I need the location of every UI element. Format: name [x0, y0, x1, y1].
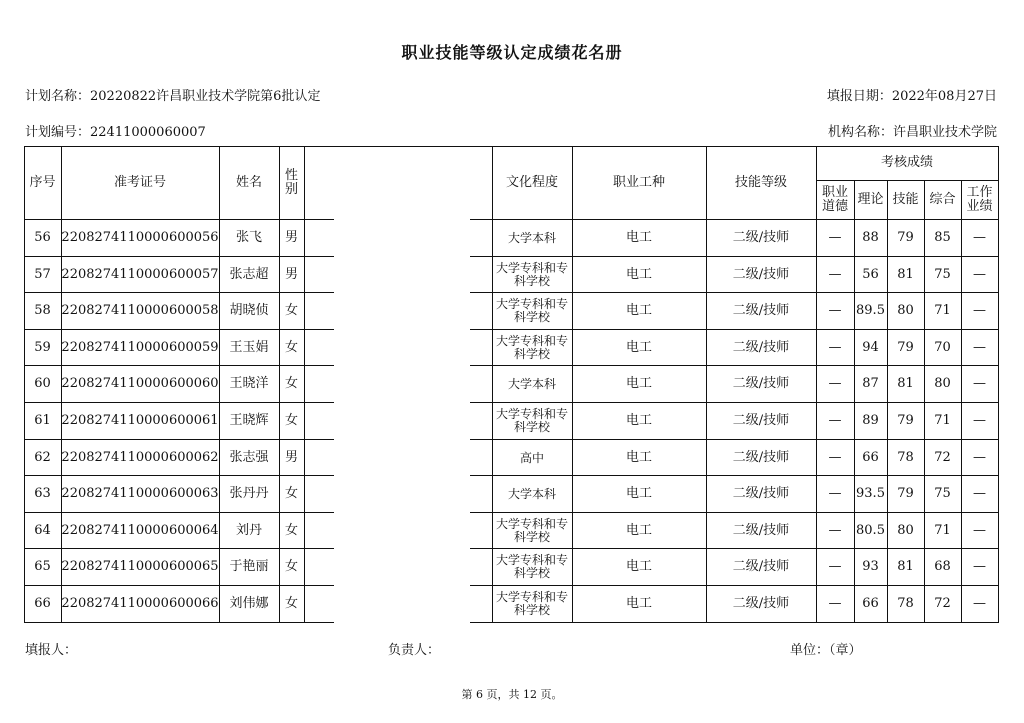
- row-work: —: [973, 376, 986, 391]
- row-skill: 78: [897, 596, 914, 611]
- header-total: 综合: [929, 191, 956, 207]
- row-total: 72: [934, 450, 951, 465]
- row-skill: 80: [897, 303, 914, 318]
- row-total: 75: [934, 486, 951, 501]
- row-work: —: [973, 230, 986, 245]
- responsible-label: 负责人：: [388, 643, 441, 658]
- row-skill: 79: [897, 230, 914, 245]
- row-education: 大学专科和专科学校: [496, 517, 569, 544]
- row-exam-no: 2208274110000600066: [61, 596, 219, 611]
- row-education: 大学专科和专科学校: [496, 261, 569, 288]
- header-scores: 考核成绩: [880, 155, 933, 170]
- row-ethics: —: [828, 450, 842, 465]
- row-total: 85: [934, 230, 951, 245]
- row-ethics: —: [828, 303, 842, 318]
- row-theory: 89: [862, 413, 879, 428]
- row-level: 二级/技师: [732, 413, 790, 428]
- header-gender: 性别: [284, 167, 298, 197]
- row-work: —: [973, 450, 986, 465]
- header-ethics: 职业道德: [821, 184, 848, 214]
- row-name: 王晓洋: [229, 376, 269, 391]
- row-education: 大学专科和专科学校: [496, 334, 569, 361]
- row-gender: 女: [284, 523, 298, 538]
- row-exam-no: 2208274110000600065: [61, 559, 219, 574]
- row-skill: 80: [897, 523, 914, 538]
- header-work: 工作业绩: [966, 184, 993, 214]
- header-seq: 序号: [29, 174, 56, 190]
- row-level: 二级/技师: [732, 267, 790, 282]
- row-work: —: [973, 267, 986, 282]
- row-job: 电工: [625, 559, 652, 574]
- row-level: 二级/技师: [732, 230, 790, 245]
- header-job: 职业工种: [612, 174, 665, 190]
- row-skill: 81: [897, 376, 914, 391]
- row-theory: 93: [862, 559, 879, 574]
- row-skill: 79: [897, 486, 914, 501]
- row-total: 72: [934, 596, 951, 611]
- row-education: 大学本科: [507, 486, 556, 501]
- row-skill: 81: [897, 267, 914, 282]
- row-ethics: —: [828, 596, 842, 611]
- row-level: 二级/技师: [732, 559, 790, 574]
- row-job: 电工: [625, 486, 652, 501]
- row-education: 大学本科: [507, 230, 556, 245]
- row-skill: 81: [897, 559, 914, 574]
- row-ethics: —: [828, 267, 842, 282]
- row-gender: 男: [284, 230, 298, 245]
- row-gender: 女: [284, 486, 298, 501]
- row-ethics: —: [828, 340, 842, 355]
- row-total: 68: [934, 559, 951, 574]
- row-education: 大学专科和专科学校: [496, 297, 569, 324]
- row-level: 二级/技师: [732, 376, 790, 391]
- row-level: 二级/技师: [732, 596, 790, 611]
- row-gender: 男: [284, 267, 298, 282]
- row-work: —: [973, 486, 986, 501]
- row-ethics: —: [828, 376, 842, 391]
- unit-seal-label: 单位：（章）: [790, 643, 862, 658]
- row-level: 二级/技师: [732, 340, 790, 355]
- row-name: 王玉娟: [229, 340, 269, 355]
- row-theory: 94: [862, 340, 879, 355]
- row-exam-no: 2208274110000600063: [61, 486, 219, 501]
- row-job: 电工: [625, 596, 652, 611]
- page-title: 职业技能等级认定成绩花名册: [401, 43, 623, 62]
- row-name: 张飞: [235, 230, 262, 245]
- row-job: 电工: [625, 523, 652, 538]
- row-work: —: [973, 596, 986, 611]
- row-theory: 89.5: [856, 303, 885, 318]
- row-exam-no: 2208274110000600056: [61, 230, 219, 245]
- row-job: 电工: [625, 450, 652, 465]
- row-seq: 59: [34, 340, 51, 355]
- table-rule: [24, 622, 334, 623]
- row-name: 刘伟娜: [229, 596, 269, 611]
- row-exam-no: 2208274110000600062: [61, 450, 219, 465]
- row-gender: 女: [284, 376, 298, 391]
- row-level: 二级/技师: [732, 486, 790, 501]
- row-total: 75: [934, 267, 951, 282]
- row-total: 71: [934, 523, 951, 538]
- row-theory: 56: [862, 267, 879, 282]
- row-job: 电工: [625, 340, 652, 355]
- row-total: 71: [934, 303, 951, 318]
- row-ethics: —: [828, 486, 842, 501]
- row-education: 大学专科和专科学校: [496, 553, 569, 580]
- row-name: 张志超: [229, 267, 269, 282]
- row-total: 70: [934, 340, 951, 355]
- row-seq: 60: [34, 376, 51, 391]
- filler-label: 填报人：: [25, 643, 78, 658]
- row-work: —: [973, 340, 986, 355]
- row-skill: 79: [897, 413, 914, 428]
- row-theory: 66: [862, 450, 879, 465]
- row-ethics: —: [828, 559, 842, 574]
- page-info: 第 6 页，共 12 页。: [461, 688, 563, 701]
- row-total: 80: [934, 376, 951, 391]
- row-total: 71: [934, 413, 951, 428]
- row-theory: 93.5: [856, 486, 885, 501]
- row-job: 电工: [625, 230, 652, 245]
- plan-name: 计划名称：20220822许昌职业技术学院第6批认定: [25, 89, 321, 104]
- header-name: 姓名: [235, 174, 262, 190]
- row-gender: 女: [284, 559, 298, 574]
- row-gender: 女: [284, 303, 298, 318]
- row-level: 二级/技师: [732, 523, 790, 538]
- table-rule: [998, 146, 999, 623]
- row-exam-no: 2208274110000600058: [61, 303, 219, 318]
- row-seq: 66: [34, 596, 51, 611]
- row-exam-no: 2208274110000600059: [61, 340, 219, 355]
- row-gender: 男: [284, 450, 298, 465]
- row-education: 大学专科和专科学校: [496, 407, 569, 434]
- row-job: 电工: [625, 413, 652, 428]
- organization-name: 机构名称：许昌职业技术学院: [827, 125, 997, 140]
- row-name: 刘丹: [235, 523, 262, 538]
- row-theory: 87: [862, 376, 879, 391]
- row-name: 张志强: [229, 450, 269, 465]
- header-level: 技能等级: [734, 174, 787, 190]
- row-name: 于艳丽: [229, 559, 269, 574]
- row-exam-no: 2208274110000600057: [61, 267, 219, 282]
- plan-number: 计划编号：22411000060007: [25, 125, 206, 140]
- row-ethics: —: [828, 413, 842, 428]
- table-rule: [304, 146, 305, 623]
- row-work: —: [973, 523, 986, 538]
- row-education: 大学本科: [507, 376, 556, 391]
- header-theory: 理论: [857, 191, 884, 207]
- row-education: 高中: [519, 450, 544, 465]
- row-skill: 78: [897, 450, 914, 465]
- row-ethics: —: [828, 523, 842, 538]
- header-education: 文化程度: [505, 174, 558, 190]
- row-job: 电工: [625, 267, 652, 282]
- row-level: 二级/技师: [732, 450, 790, 465]
- row-theory: 66: [862, 596, 879, 611]
- row-seq: 58: [34, 303, 51, 318]
- row-job: 电工: [625, 303, 652, 318]
- report-date: 填报日期：2022年08月27日: [826, 89, 997, 104]
- row-name: 胡晓侦: [229, 303, 269, 318]
- row-gender: 女: [284, 413, 298, 428]
- row-gender: 女: [284, 596, 298, 611]
- row-exam-no: 2208274110000600060: [61, 376, 219, 391]
- table-rule: [470, 622, 999, 623]
- row-skill: 79: [897, 340, 914, 355]
- row-ethics: —: [828, 230, 842, 245]
- row-work: —: [973, 413, 986, 428]
- header-exam-no: 准考证号: [113, 174, 166, 190]
- row-job: 电工: [625, 376, 652, 391]
- row-exam-no: 2208274110000600061: [61, 413, 219, 428]
- row-gender: 女: [284, 340, 298, 355]
- row-seq: 57: [34, 267, 51, 282]
- row-theory: 80.5: [856, 523, 885, 538]
- row-seq: 56: [34, 230, 51, 245]
- row-seq: 61: [34, 413, 51, 428]
- row-theory: 88: [862, 230, 879, 245]
- row-education: 大学专科和专科学校: [496, 590, 569, 617]
- row-name: 张丹丹: [229, 486, 269, 501]
- header-skill: 技能: [892, 191, 919, 207]
- row-level: 二级/技师: [732, 303, 790, 318]
- row-seq: 64: [34, 523, 51, 538]
- row-seq: 62: [34, 450, 51, 465]
- row-work: —: [973, 559, 986, 574]
- row-seq: 65: [34, 559, 51, 574]
- row-name: 王晓辉: [229, 413, 269, 428]
- row-exam-no: 2208274110000600064: [61, 523, 219, 538]
- row-seq: 63: [34, 486, 51, 501]
- row-work: —: [973, 303, 986, 318]
